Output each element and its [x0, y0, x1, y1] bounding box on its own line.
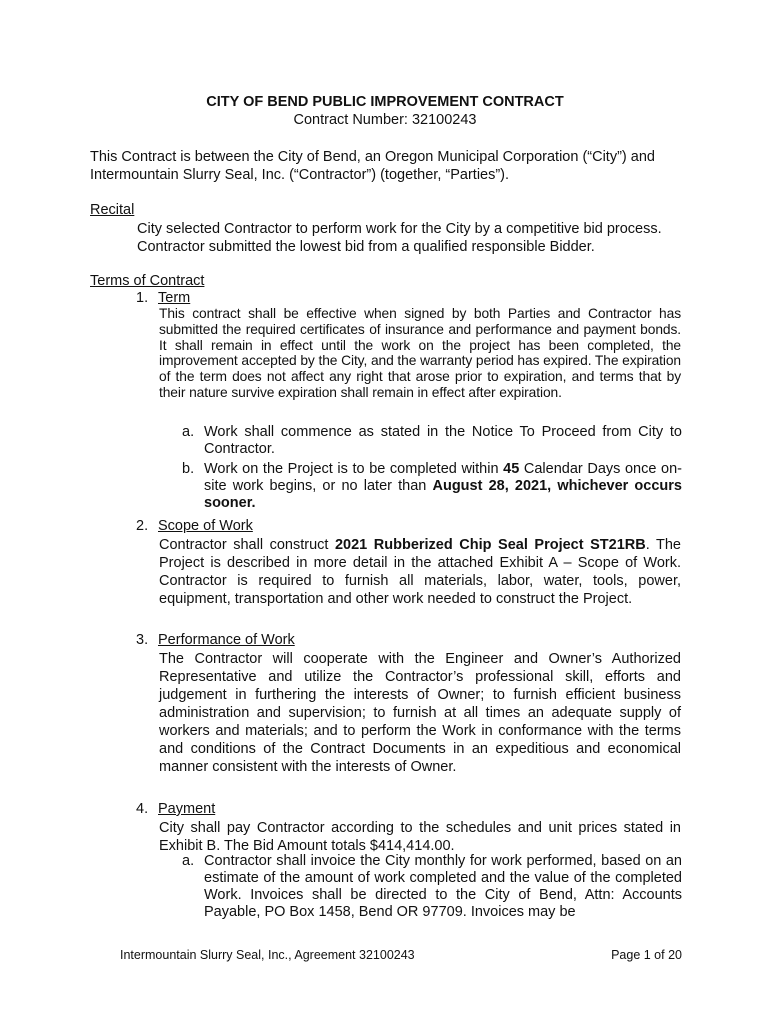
section-scope-body — [159, 536, 681, 608]
section-payment-heading: Payment — [158, 801, 216, 817]
section-performance-heading: Performance of Work — [158, 632, 295, 648]
section-payment-body: City shall pay Contractor according to the schedules and unit prices stated in Exhibit B. The Bid Amount totals $414,414.00. — [159, 820, 681, 854]
section-performance-header — [136, 632, 295, 648]
section-number: 4. — [136, 801, 149, 817]
bold-run: August 28, 2021, whichever occurs sooner. — [204, 478, 682, 511]
section-term-header — [136, 290, 190, 306]
intro-paragraph: This Contract is between the City of Bend, an Oregon Municipal Corporation (“City”) and Intermountain Slurry Seal, Inc. (“Contractor”) (together, “Parties”). — [90, 149, 655, 183]
term-item-a-text: Work shall commence as stated in the Notice To Proceed from City to Contractor. — [204, 424, 682, 457]
recital-line-1: City selected Contractor to perform work for the City by a competitive bid process. — [137, 221, 662, 237]
text-run: . The Project is described in more detail in the attached Exhibit A – Scope of Work. Contractor is required to furnish all materials, labor, water, tools, power, equipment, transportation and other work needed to construct the Project. — [159, 537, 681, 607]
section-payment-header — [136, 801, 215, 817]
section-term-heading: Term — [158, 290, 191, 306]
term-item-a — [182, 424, 682, 458]
contract-title: CITY OF BEND PUBLIC IMPROVEMENT CONTRACT — [206, 94, 564, 110]
text-run: Calendar Days once on-site work begins, or no later than — [204, 461, 682, 494]
section-number: 3. — [136, 632, 149, 648]
list-marker: a. — [182, 853, 195, 869]
recital-line-2: Contractor submitted the lowest bid from a qualified responsible Bidder. — [137, 239, 595, 255]
list-marker: b. — [182, 461, 195, 477]
list-marker: a. — [182, 424, 195, 440]
section-scope-heading: Scope of Work — [158, 518, 253, 534]
payment-item-a-text: Contractor shall invoice the City monthly for work performed, based on an estimate of the amount of work completed and the value of the completed Work. Invoices shall be directed to the City of Bend, Attn: Accounts Payable, PO Box 1458, Bend OR 97709. Invoices may be — [204, 853, 682, 920]
recital-heading: Recital — [90, 202, 135, 218]
payment-item-a — [182, 853, 682, 921]
bold-run: 45 — [503, 461, 520, 477]
term-item-b-text — [204, 461, 682, 512]
footer-agreement: Intermountain Slurry Seal, Inc., Agreement 32100243 — [120, 948, 415, 962]
contract-number: Contract Number: 32100243 — [293, 112, 477, 128]
section-performance-body: The Contractor will cooperate with the Engineer and Owner’s Authorized Representative and utilize the Contractor’s professional skill, efforts and judgement in furthering the interests of Owner; to furnish efficient business administration and supervision; to furnish at all times an adequate supply of workers and materials; and to perform the Work in conformance with the terms and conditions of the Contract Documents in an expeditious and economical manner consistent with the interests of Owner. — [159, 651, 681, 775]
text-run: Contractor shall construct — [159, 537, 335, 553]
text-run: Work on the Project is to be completed within — [204, 461, 504, 477]
section-number: 1. — [136, 290, 149, 306]
terms-heading: Terms of Contract — [90, 273, 205, 289]
project-name: 2021 Rubberized Chip Seal Project ST21RB — [334, 537, 646, 553]
section-scope-header — [136, 518, 253, 534]
section-number: 2. — [136, 518, 149, 534]
term-item-b — [182, 461, 682, 512]
footer-page-number: Page 1 of 20 — [611, 948, 682, 962]
section-term-body: This contract shall be effective when signed by both Parties and Contractor has submitted the required certificates of insurance and performance and payment bonds. It shall remain in effect until the work on the project has been completed, the improvement accepted by the City, and the warranty period has expired. The expiration of the term does not affect any right that arose prior to expiration, and terms that by their nature survive expiration shall remain in effect after expiration. — [159, 306, 681, 400]
